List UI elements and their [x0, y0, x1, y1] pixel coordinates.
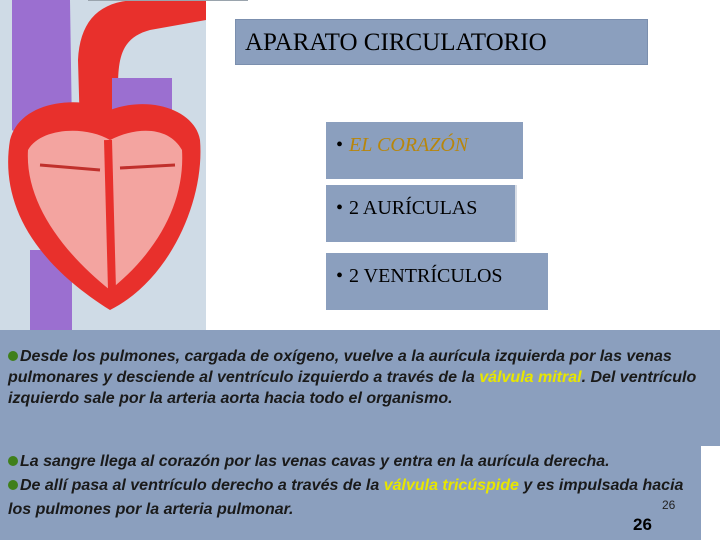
p2-line2-after: y es impulsada hacia los pulmones por la arteria pulmonar.: [8, 477, 684, 518]
paragraph-left-side: [8, 346, 708, 409]
bullet-heart: [326, 122, 523, 179]
top-rule: [88, 0, 248, 1]
bullet-atria: [326, 185, 517, 242]
heart-diagram: [0, 0, 206, 330]
paragraph-right-side: [8, 450, 698, 522]
septum-shape: [108, 140, 112, 290]
page-number: 26: [633, 515, 652, 534]
p1-after: . Del ventrículo izquierdo sale por la arteria aorta hacia todo el organismo.: [8, 369, 697, 407]
p2-line2-before: De allí pasa al ventrículo derecho a través de la: [20, 477, 384, 494]
bullet-dot-icon: [8, 480, 18, 490]
p2-line1: La sangre llega al corazón por las venas cavas y entra en la aurícula derecha.: [20, 453, 610, 470]
bullet-atria-text: 2 AURÍCULAS: [349, 197, 478, 219]
bullet-heart-text: EL CORAZÓN: [349, 134, 469, 156]
p2-highlight-tricuspid: válvula tricúspide: [383, 477, 519, 494]
bullet-marker: •: [336, 134, 344, 156]
bullet-marker: •: [336, 197, 344, 219]
slide-title: APARATO CIRCULATORIO: [235, 19, 648, 65]
heart-illustration: [0, 0, 206, 330]
page-number-small: 26: [662, 498, 676, 512]
bullet-ventricles: [326, 253, 548, 310]
bullet-marker: •: [336, 265, 344, 287]
bullet-dot-icon: [8, 351, 18, 361]
bullet-ventricles-text: 2 VENTRÍCULOS: [349, 265, 503, 287]
p1-highlight-mitral: válvula mitral: [479, 369, 582, 386]
p1-before: Desde los pulmones, cargada de oxígeno, vuelve a la aurícula izquierda por las venas pulmonares y desciende al ventrículo izquierdo a través de la: [8, 348, 672, 386]
bullet-dot-icon: [8, 456, 18, 466]
right-margin-strip: [701, 446, 720, 540]
